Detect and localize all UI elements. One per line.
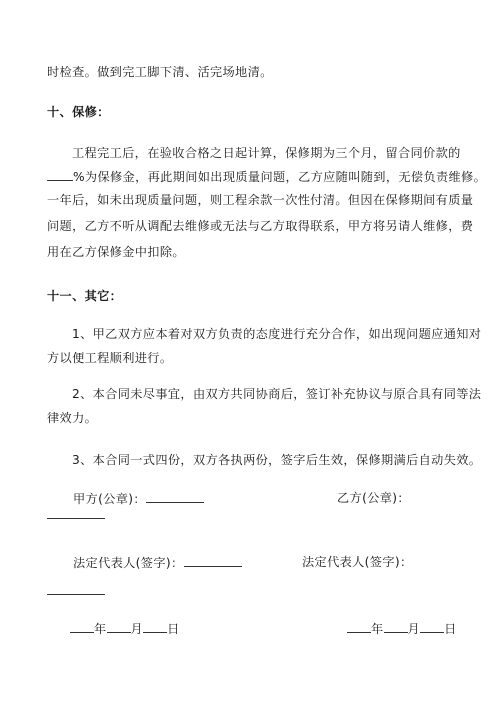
item-1-line2: 方以便工程顺利进行。 — [47, 351, 173, 365]
date-a-day-blank — [143, 620, 167, 633]
item-2-line1: 2、本合同未尽事宜，由双方共同协商后，签订补充协议与原合具有同等法 — [72, 387, 482, 401]
item-1-line1: 1、甲乙双方应本着对双方负责的态度进行充分合作，如出现问题应通知对 — [72, 327, 482, 341]
party-a-seal-blank — [146, 490, 204, 503]
date-row-a — [70, 620, 180, 637]
party-b-seal-blank — [47, 518, 105, 519]
date-a-year-label: 年 — [94, 622, 107, 636]
party-a-seal-label: 甲方(公章)： — [73, 492, 146, 506]
warranty-percent-blank — [47, 168, 73, 181]
party-b-seal-row — [337, 490, 410, 506]
section-10-line2-text: %为保修金，再此期间如出现质量问题，乙方应随叫随到，无偿负责维修。 — [73, 170, 487, 184]
rep-b-signature-label: 法定代表人(签字)： — [302, 555, 413, 569]
section-10-paragraph-line4: 问题，乙方不听从调配去维修或无法与乙方取得联系，甲方将另请人维修，费 — [47, 219, 474, 233]
date-a-day-label: 日 — [167, 622, 180, 636]
date-b-day-blank — [420, 620, 444, 633]
section-11-heading: 十一、其它： — [47, 289, 123, 303]
date-a-month-blank — [107, 620, 131, 633]
item-3-line: 3、本合同一式四份，双方各执两份，签字后生效，保修期满后自动失效。 — [72, 453, 482, 467]
date-b-year-label: 年 — [371, 622, 384, 636]
date-b-month-blank — [384, 620, 408, 633]
rep-a-signature-row — [73, 554, 242, 571]
rep-a-signature-label: 法定代表人(签字)： — [73, 556, 184, 570]
rep-a-signature-blank — [184, 554, 242, 567]
date-b-year-blank — [347, 620, 371, 633]
rep-b-signature-blank — [47, 594, 105, 595]
section-10-paragraph-line5: 用在乙方保修金中扣除。 — [47, 245, 185, 259]
section-10-paragraph-line2 — [47, 168, 486, 185]
item-2-line2: 律效力。 — [47, 411, 98, 425]
party-a-seal-row — [73, 490, 204, 507]
rep-b-signature-row — [302, 554, 413, 570]
date-b-day-label: 日 — [444, 622, 457, 636]
section-10-paragraph-line3: 一年后，如未出现质量问题，则工程余款一次性付清。但因在保修期间有质量 — [47, 193, 474, 207]
date-b-month-label: 月 — [407, 622, 421, 636]
date-row-b — [347, 620, 457, 637]
text-line-inspection: 时检查。做到完工脚下清、活完场地清。 — [47, 65, 273, 79]
section-10-paragraph-line1: 工程完工后，在验收合格之日起计算，保修期为三个月，留合同价款的 — [72, 146, 461, 160]
date-a-month-label: 月 — [130, 622, 144, 636]
date-a-year-blank — [70, 620, 94, 633]
party-b-seal-label: 乙方(公章)： — [337, 491, 410, 505]
section-10-heading: 十、保修： — [47, 105, 110, 119]
